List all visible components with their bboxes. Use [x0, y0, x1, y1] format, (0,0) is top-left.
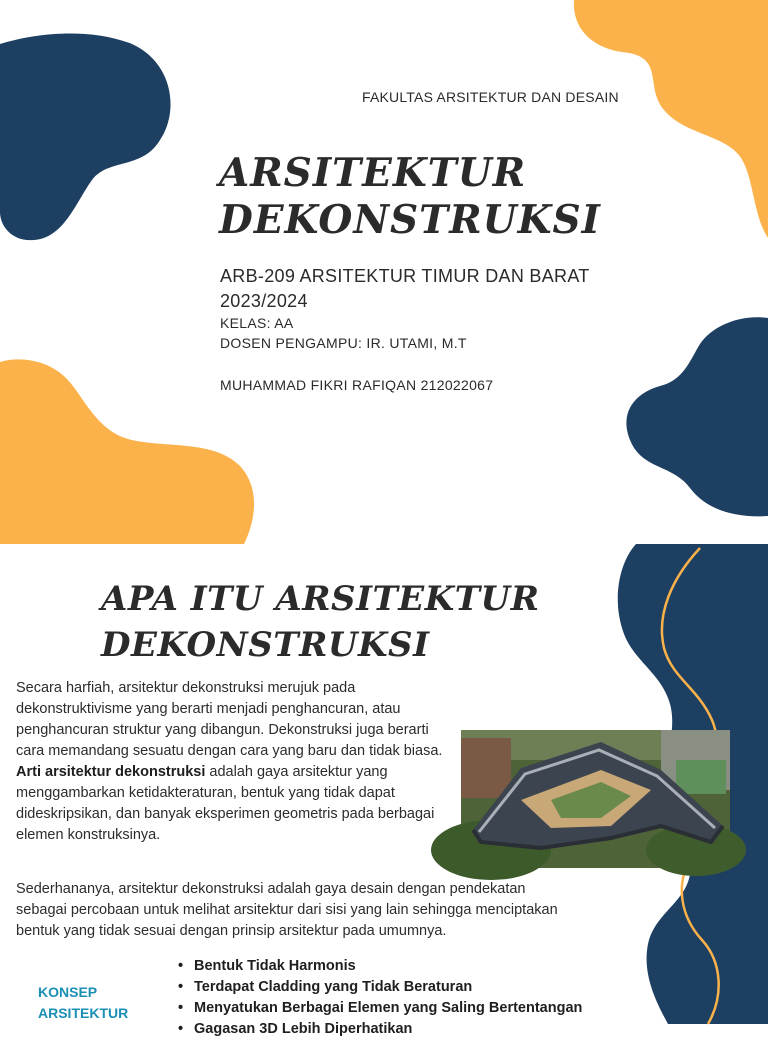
definition-paragraph [16, 678, 446, 846]
navy-blob-top-left [0, 33, 171, 240]
cover-title [219, 150, 659, 244]
section-heading-line-1: APA ITU ARSITEKTUR [101, 579, 540, 619]
concept-label-line-1: KONSEP [38, 984, 98, 1000]
navy-blob-bottom-right [626, 317, 768, 516]
section-heading-line-2: DEKONSTRUKSI [101, 625, 430, 665]
definition-bold-term: Arti arsitektur dekonstruksi [16, 764, 206, 780]
cover-title-line-1: ARSITEKTUR [219, 150, 527, 196]
faculty-label: FAKULTAS ARSITEKTUR DAN DESAIN [362, 89, 619, 105]
summary-paragraph: Sederhananya, arsitektur dekonstruksi adalah gaya desain dengan pendekatan sebagai percobaan untuk melihat arsitektur dari sisi yang lain sehingga menciptakan bentuk yang tidak sesuai dengan prinsip arsitektur pada umumnya. [16, 881, 558, 939]
list-item: • Terdapat Cladding yang Tidak Beraturan [178, 977, 582, 998]
section-heading [101, 576, 581, 668]
content-page [0, 544, 768, 1037]
cover-title-line-2: DEKONSTRUKSI [219, 197, 601, 243]
definition-text: Secara harfiah, arsitektur dekonstruksi merujuk pada dekonstruktivisme yang berarti menjadi penghancuran, atau penghancuran struktur yang dibangun. Dekonstruksi juga berarti cara memandang sesuatu dengan cara yang baru dan tidak biasa. [16, 680, 443, 759]
bullet-icon: • [178, 958, 184, 974]
list-item: • Gagasan 3D Lebih Diperhatikan [178, 1019, 582, 1040]
building-illustration [461, 730, 730, 868]
list-item: • Menyatukan Berbagai Elemen yang Saling Bertentangan [178, 998, 582, 1019]
bullet-icon: • [178, 979, 184, 995]
bullet-icon: • [178, 1000, 184, 1016]
definition-continuation: adalah gaya arsitektur yang menggambarkan ketidakteraturan, bentuk yang tidak dapat dideskripsikan, dan banyak eksperimen geometris pada berbagai elemen konstruksinya. [16, 764, 435, 843]
student-label: MUHAMMAD FIKRI RAFIQAN 212022067 [220, 377, 494, 393]
bullet-icon: • [178, 1021, 184, 1037]
lecturer-label: DOSEN PENGAMPU: IR. UTAMI, M.T [220, 335, 467, 351]
list-item: • Bentuk Tidak Harmonis [178, 956, 582, 977]
deconstruction-building-photo [461, 730, 730, 868]
course-label: ARB-209 ARSITEKTUR TIMUR DAN BARAT 2023/2024 [220, 266, 590, 311]
concept-bullet-list [178, 956, 582, 1040]
concept-label-line-2: ARSITEKTUR [38, 1005, 129, 1021]
class-label: KELAS: AA [220, 315, 294, 331]
orange-blob-bottom-left [0, 359, 254, 544]
concept-label [38, 982, 148, 1024]
